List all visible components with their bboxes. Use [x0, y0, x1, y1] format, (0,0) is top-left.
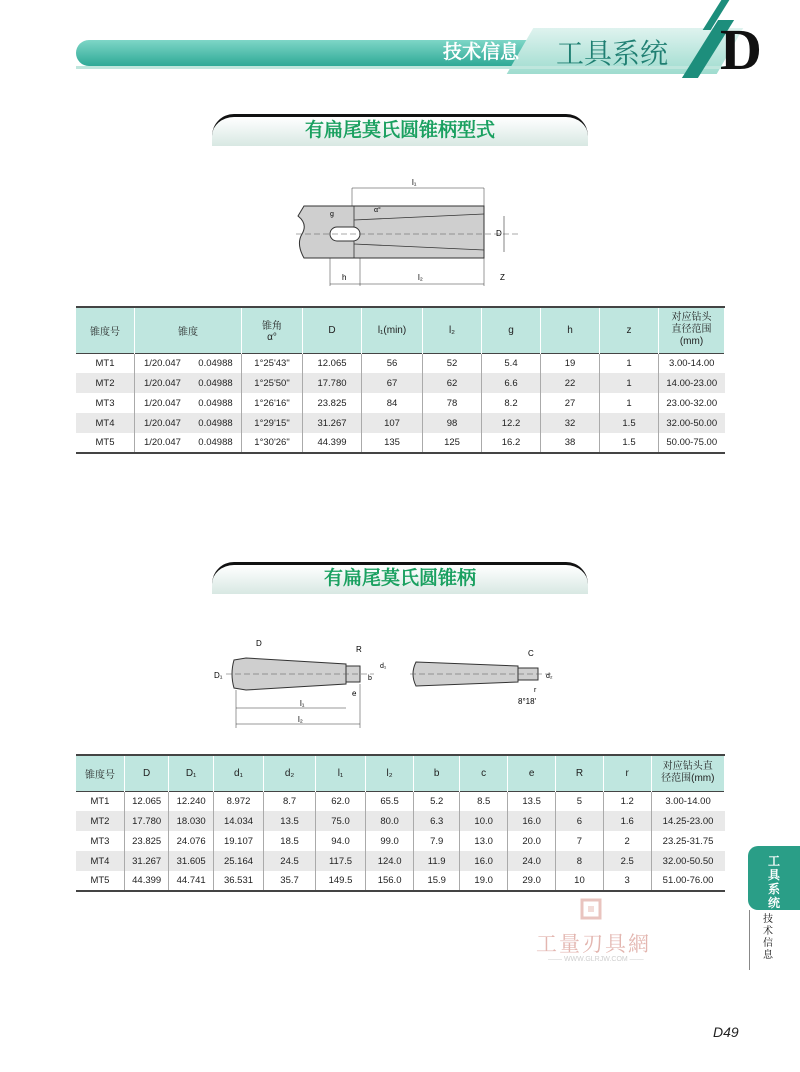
side-tab-label: 工具系统 [767, 854, 780, 910]
table-cell: 11.9 [414, 851, 460, 871]
table-row [76, 811, 725, 831]
table-cell: 156.0 [366, 871, 414, 891]
side-tab[interactable] [748, 846, 800, 910]
table-cell: 32.00-50.00 [666, 417, 718, 429]
table-cell: 6.6 [482, 373, 541, 393]
table-cell: 18.030 [169, 811, 213, 831]
table-cell: 13.0 [460, 831, 508, 851]
table-cell: 8.2 [482, 393, 541, 413]
dim-R: R [356, 645, 362, 654]
table-cell: 44.741 [169, 871, 213, 891]
col-header: h [541, 307, 600, 353]
dim-D-2: D [256, 639, 262, 648]
table-cell: 67 [362, 373, 423, 393]
table-cell: 24.0 [508, 851, 556, 871]
side-divider [749, 910, 750, 970]
table-cell: 24.076 [169, 831, 213, 851]
section1-title-banner [212, 114, 588, 146]
table-row [76, 393, 725, 413]
table-row [76, 831, 725, 851]
table-cell: 8.972 [213, 791, 263, 811]
table-cell: 12.2 [482, 413, 541, 433]
table-cell: 31.267 [303, 413, 362, 433]
table-cell: 51.00-76.00 [662, 875, 714, 886]
table-cell: 14.00-23.00 [666, 377, 718, 389]
table-cell: 24.5 [264, 851, 316, 871]
table-cell: 16.0 [460, 851, 508, 871]
table-cell: 32.00-50.50 [662, 855, 714, 867]
table-cell: 56 [362, 353, 423, 373]
table-row [76, 413, 725, 433]
col-header: z [600, 307, 659, 353]
table-cell: 1/20.047 [143, 397, 181, 409]
table-cell: MT3 [76, 831, 124, 851]
dim-r: r [534, 687, 537, 694]
table-cell: MT1 [76, 791, 124, 811]
table-cell: 29.0 [508, 871, 556, 891]
table-row [76, 373, 725, 393]
table-row [76, 851, 725, 871]
header-tool-system: 工具系统 [556, 38, 669, 69]
table-cell: 23.00-32.00 [666, 397, 718, 409]
table-cell: 12.065 [303, 353, 362, 373]
table-cell: 0.04988 [190, 393, 242, 413]
table-cell: MT5 [76, 871, 124, 891]
col-header: R [556, 755, 604, 791]
col-header: e [508, 755, 556, 791]
col-header: l₁ [315, 755, 365, 791]
col-header: d₂ [264, 755, 316, 791]
table-cell: 38 [541, 433, 600, 453]
table-cell: 15.9 [414, 871, 460, 891]
table-cell: 75.0 [315, 811, 365, 831]
table-cell: 3.00-14.00 [669, 357, 715, 369]
header-tech-info: 技术信息 [442, 42, 519, 63]
col-header: c [460, 755, 508, 791]
table-cell: 16.0 [508, 811, 556, 831]
table-cell: 10.0 [460, 811, 508, 831]
dim-Z: Z [500, 273, 505, 282]
table-cell: 5 [556, 791, 604, 811]
dim-angle: 8°18' [518, 697, 537, 706]
table-cell: 98 [423, 413, 482, 433]
table-cell: 14.25-23.00 [662, 815, 714, 827]
dim-D: D [496, 229, 502, 238]
col-header: r [603, 755, 651, 791]
watermark-name: 工量刃具網 [536, 933, 651, 956]
side-tab-sub-label: 技术信息 [763, 914, 773, 961]
dim-b: b [368, 675, 372, 682]
section1-title: 有扁尾莫氏圆锥柄型式 [304, 120, 495, 141]
col-header: g [482, 307, 541, 353]
table-cell: 0.04988 [190, 413, 242, 433]
table-cell: 1 [600, 353, 659, 373]
table-cell: 1/20.047 [143, 417, 181, 429]
dim-d1: d₁ [380, 663, 387, 670]
col-header: D [303, 307, 362, 353]
dim-e: e [352, 689, 357, 698]
col-header: 锥角 α° [242, 307, 303, 353]
taper-shank-form-table [76, 306, 725, 454]
table-cell: 1°30'26" [242, 433, 303, 453]
table-cell: 31.267 [124, 851, 168, 871]
table-row [76, 791, 725, 811]
table-cell: 18.5 [264, 831, 316, 851]
watermark-logo-icon [580, 898, 602, 920]
table-cell: MT5 [76, 433, 135, 453]
table-cell: 17.780 [124, 811, 168, 831]
taper-shank-diagram-2 [206, 628, 566, 734]
table-cell: 1/20.047 [143, 377, 181, 389]
table-cell: 8 [556, 851, 604, 871]
dim-l2-2: l₂ [298, 715, 303, 724]
table-cell: 50.00-75.00 [666, 437, 718, 448]
table-cell: 17.780 [303, 373, 362, 393]
table-cell: 14.034 [213, 811, 263, 831]
col-header: l₂ [366, 755, 414, 791]
watermark-url: —— WWW.GLRJW.COM —— [548, 956, 644, 963]
col-header: D [124, 755, 168, 791]
table-cell: 27 [541, 393, 600, 413]
table-cell: 6 [556, 811, 604, 831]
table-cell: 1 [600, 393, 659, 413]
table-cell: 22 [541, 373, 600, 393]
table-cell: 25.164 [213, 851, 263, 871]
table-cell: 135 [362, 433, 423, 453]
table-cell: 1 [600, 373, 659, 393]
table-cell: 13.5 [264, 811, 316, 831]
dim-alpha: α° [374, 207, 381, 214]
table-cell: 23.25-31.75 [662, 835, 714, 847]
col-header: 锥度号 [76, 307, 135, 353]
dim-l2: l₂ [418, 273, 423, 282]
table-cell: MT1 [76, 353, 135, 373]
dim-g: g [330, 211, 334, 218]
table-cell: 124.0 [366, 851, 414, 871]
table-cell: 1.5 [600, 413, 659, 433]
table-cell: 62 [423, 373, 482, 393]
table-cell: 52 [423, 353, 482, 373]
table-cell: 0.04988 [190, 353, 242, 373]
table-cell: 78 [423, 393, 482, 413]
table-cell: 31.605 [169, 851, 213, 871]
table-cell: 7 [556, 831, 604, 851]
table-cell: 3 [603, 871, 651, 891]
table-cell: 13.5 [508, 791, 556, 811]
table-cell: 3.00-14.00 [665, 795, 711, 807]
table-cell: 65.5 [366, 791, 414, 811]
dim-h: h [342, 273, 347, 282]
table-cell: 1°25'50" [242, 373, 303, 393]
table-cell: 23.825 [303, 393, 362, 413]
taper-shank-diagram-1 [290, 172, 530, 292]
table-cell: 2 [603, 831, 651, 851]
col-header: 对应钻头 直径范围 (mm) [659, 307, 725, 353]
table-cell: 84 [362, 393, 423, 413]
table-cell: 107 [362, 413, 423, 433]
table-cell: MT2 [76, 811, 124, 831]
col-header: 锥度 [135, 307, 242, 353]
table-cell: 149.5 [315, 871, 365, 891]
col-header: l₂ [423, 307, 482, 353]
table-cell: 1°25'43" [242, 353, 303, 373]
table-cell: 19.107 [213, 831, 263, 851]
table-cell: 1.2 [603, 791, 651, 811]
dim-D1: D₁ [214, 671, 223, 680]
dim-C: C [528, 649, 534, 658]
table-cell: 23.825 [124, 831, 168, 851]
table-cell: 94.0 [315, 831, 365, 851]
table-cell: 1°26'16" [242, 393, 303, 413]
table-cell: 19 [541, 353, 600, 373]
table-cell: 32 [541, 413, 600, 433]
table-cell: 80.0 [366, 811, 414, 831]
table-cell: 0.04988 [190, 373, 242, 393]
table-cell: 117.5 [315, 851, 365, 871]
section2-title-banner [212, 562, 588, 594]
chapter-letter: D [720, 17, 762, 82]
table-cell: 16.2 [482, 433, 541, 453]
table-cell: 1/20.047 [143, 357, 181, 369]
table-cell: 1°29'15" [242, 413, 303, 433]
table-cell: 10 [556, 871, 604, 891]
table-cell: 7.9 [414, 831, 460, 851]
table-cell: 99.0 [366, 831, 414, 851]
table-cell: 36.531 [213, 871, 263, 891]
col-header: 对应钻头直 径范围(mm) [651, 755, 724, 791]
table-cell: 44.399 [303, 433, 362, 453]
table-cell: 1.6 [603, 811, 651, 831]
dim-l1: l₁ [412, 178, 417, 187]
table-row [76, 433, 725, 453]
table-cell: 12.240 [169, 791, 213, 811]
table-cell: 5.4 [482, 353, 541, 373]
dim-d2: d₂ [546, 673, 553, 680]
table-cell: 20.0 [508, 831, 556, 851]
table-cell: 1/20.047 [143, 437, 181, 448]
table-cell: 8.5 [460, 791, 508, 811]
table-cell: 0.04988 [190, 433, 242, 453]
col-header: d₁ [213, 755, 263, 791]
table-cell: 19.0 [460, 871, 508, 891]
taper-shank-dimension-table [76, 754, 725, 892]
table-cell: 2.5 [603, 851, 651, 871]
table-cell: 1.5 [600, 433, 659, 453]
table-cell: 6.3 [414, 811, 460, 831]
table-cell: 12.065 [124, 791, 168, 811]
table-cell: MT4 [76, 851, 124, 871]
table-cell: 44.399 [124, 871, 168, 891]
col-header: D₁ [169, 755, 213, 791]
dim-l1-2: l₁ [300, 699, 305, 708]
table-row [76, 353, 725, 373]
col-header: 锥度号 [76, 755, 124, 791]
table-cell: MT3 [76, 393, 135, 413]
table-cell: MT2 [76, 373, 135, 393]
table-cell: 8.7 [264, 791, 316, 811]
page-number: D49 [713, 1024, 739, 1040]
table-cell: 35.7 [264, 871, 316, 891]
table-cell: 125 [423, 433, 482, 453]
section2-title: 有扁尾莫氏圆锥柄 [323, 568, 476, 589]
table-cell: MT4 [76, 413, 135, 433]
col-header: b [414, 755, 460, 791]
col-header: l₁(min) [362, 307, 423, 353]
table-cell: 62.0 [315, 791, 365, 811]
table-row [76, 871, 725, 891]
table-cell: 5.2 [414, 791, 460, 811]
